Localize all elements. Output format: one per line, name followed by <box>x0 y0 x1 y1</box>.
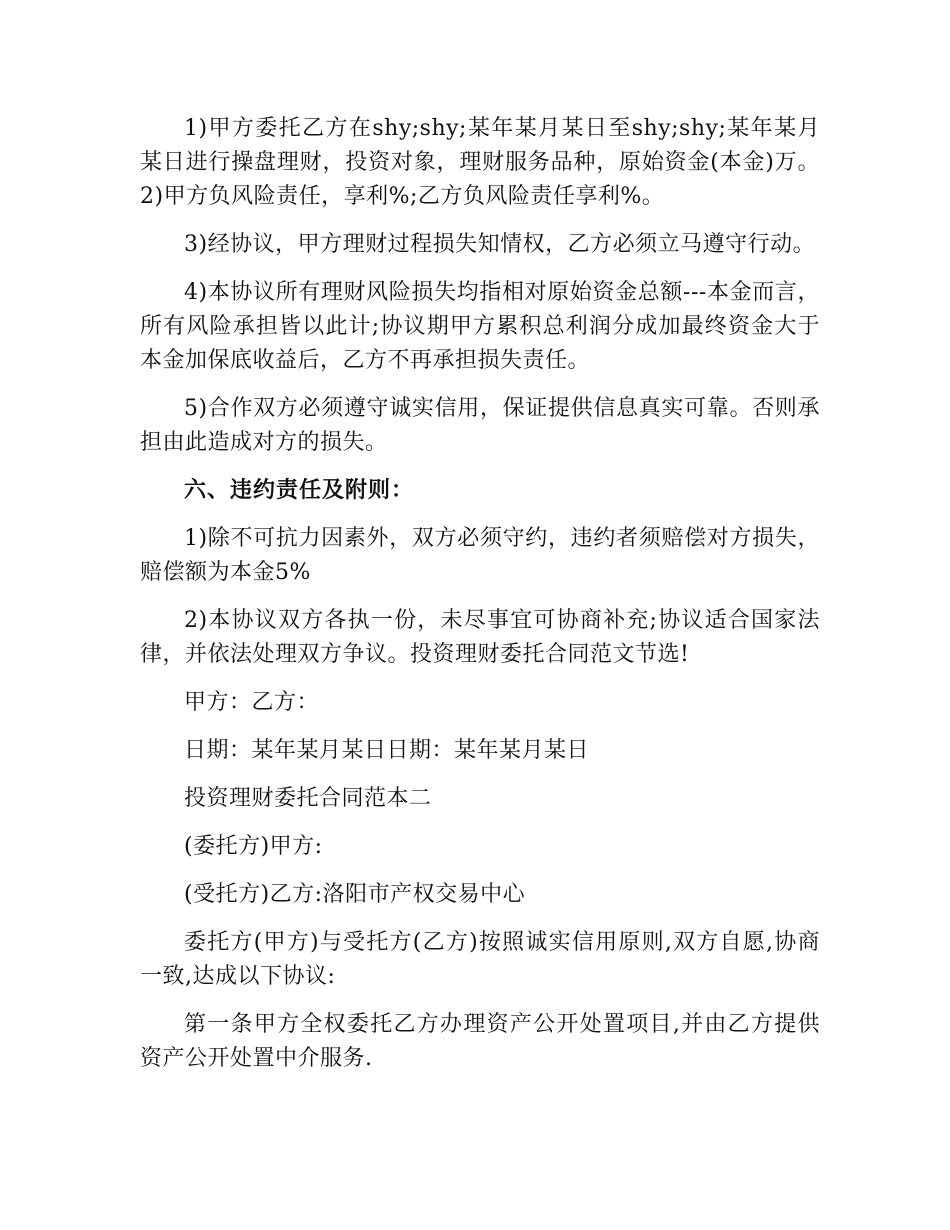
clause-3: 3)经协议，甲方理财过程损失知情权，乙方必须立马遵守行动。 <box>184 232 816 257</box>
clause-4: 4)本协议所有理财风险损失均指相对原始资金总额---本金而言，所有风险承担皆以此计;协议期甲方累积总利润分成加最终资金大于本金加保底收益后，乙方不再承担损失责任。 <box>140 280 820 373</box>
agreement-intro: 委托方(甲方)与受托方(乙方)按照诚实信用原则,双方自愿,协商一致,达成以下协议: <box>140 930 820 989</box>
party-signature-line: 甲方：乙方： <box>184 690 320 715</box>
date-line: 日期：某年某月某日日期：某年某月某日 <box>184 738 590 763</box>
party-a-line: (委托方)甲方: <box>184 834 323 859</box>
document-body <box>140 112 820 1090</box>
template-two-title: 投资理财委托合同范本二 <box>184 786 432 811</box>
article-one: 第一条甲方全权委托乙方办理资产公开处置项目,并由乙方提供资产公开处置中介服务. <box>140 1012 820 1071</box>
party-b-line: (受托方)乙方:洛阳市产权交易中心 <box>184 882 526 907</box>
clause-5: 5)合作双方必须遵守诚实信用，保证提供信息真实可靠。否则承担由此造成对方的损失。 <box>140 396 820 455</box>
breach-clause-2: 2)本协议双方各执一份，未尽事宜可协商补充;协议适合国家法律，并依法处理双方争议。投资理财委托合同范文节选! <box>140 608 820 667</box>
clause-1-2: 1)甲方委托乙方在shy;shy;某年某月某日至shy;shy;某年某月某日进行操盘理财，投资对象，理财服务品种，原始资金(本金)万。2)甲方负风险责任，享利%;乙方负风险责任享利%。 <box>140 116 820 209</box>
section-heading-breach: 六、违约责任及附则： <box>184 478 415 503</box>
breach-clause-1: 1)除不可抗力因素外，双方必须守约，违约者须赔偿对方损失，赔偿额为本金5% <box>140 526 820 585</box>
